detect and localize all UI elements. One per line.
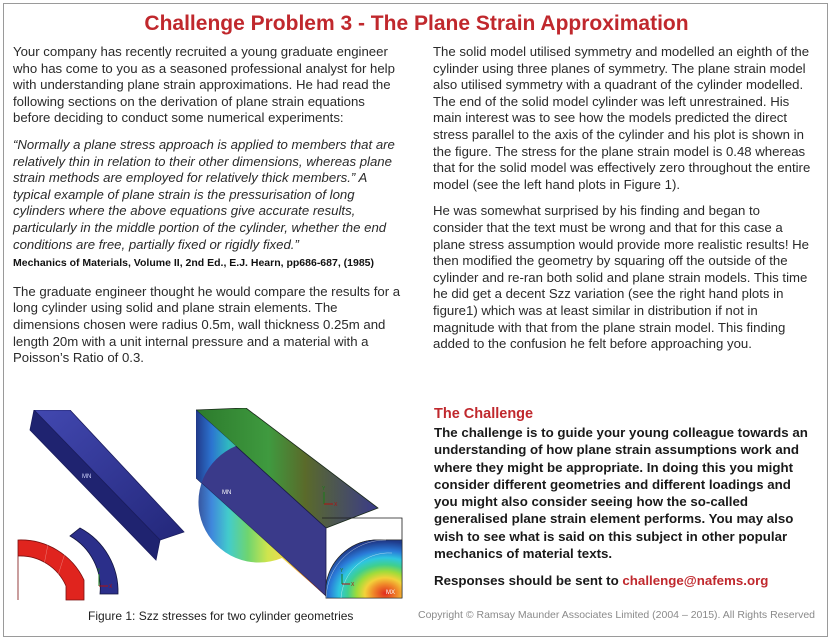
svg-text:X: X bbox=[351, 582, 355, 588]
challenge-heading: The Challenge bbox=[434, 406, 534, 422]
plane-strain-mx-label: MX bbox=[20, 578, 29, 584]
model-description-paragraph: The graduate engineer thought he would compare the results for a long cylinder using solid and plane strain elements. The dimensions chosen were radius 0.5m, wall thickness 0.25m and length 20m with a unit internal pressure and a material with a Poisson’s Ratio of 0.3. bbox=[13, 283, 401, 366]
plane-strain-red bbox=[18, 540, 84, 600]
surprise-paragraph: He was somewhat surprised by his finding and began to consider that the text must be wrong and that for this case a plane stress assumption would provide more realistic results! He then modified the geometry by squaring off the outside of the cylinder and re-ran both solid and plane strain models. This time he did get a decent Szz variation (see the right hand plots in figure1) which was at least similar in distribution if not in magnitude with that from the plane strain model. This finding added to the confusion he felt before approaching you. bbox=[433, 203, 810, 352]
svg-text:Y: Y bbox=[97, 568, 101, 574]
challenge-body: The challenge is to guide your young colleague towards an understanding of how plane strain assumptions work and where they might be appropriate. In doing this you might consider different geometries and different loadings and you might also consider seeing how the so-called generalised plane strain element performs. You may also wish to see what is said on this subject in other popular mechanics of material texts. bbox=[434, 425, 808, 562]
solid-model-slab bbox=[34, 410, 184, 540]
plane-strain-mx-label-right: MX bbox=[386, 590, 395, 596]
svg-text:Y: Y bbox=[340, 568, 344, 574]
solid-mn-label: MN bbox=[82, 474, 92, 480]
hearn-quote: “Normally a plane stress approach is applied to members that are relatively thin in relation to their other dimensions, whereas plane strain methods are employed for relatively thick members.” A typical example of plane strain is the pressurisation of long cylinders where the above equations give accurate results, particularly in the middle portion of the cylinder, whether the end conditions are free, partially fixed or rigidly fixed.” bbox=[13, 136, 395, 252]
left-column bbox=[13, 44, 405, 377]
svg-text:Y: Y bbox=[322, 486, 326, 492]
solid-squared-mn-label: MN bbox=[222, 490, 232, 496]
figure-caption: Figure 1: Szz stresses for two cylinder geometries bbox=[88, 609, 354, 623]
right-column bbox=[433, 44, 813, 363]
copyright-notice: Copyright © Ramsay Maunder Associates Limited (2004 – 2015). All Rights Reserved bbox=[418, 609, 816, 621]
solid-model-paragraph: The solid model utilised symmetry and modelled an eighth of the cylinder using three planes of symmetry. The plane strain model also utilised symmetry with a quadrant of the cylinder modelled. The end of the solid model cylinder was left unrestrained. His main interest was to see how the models predicted the direct stress parallel to the axis of the cylinder and his plot is shown in the figure. The stress for the plane strain model is 0.48 whereas that for the solid model was effectively zero throughout the entire model (see the left hand plots in Figure 1). bbox=[433, 44, 811, 192]
svg-text:X: X bbox=[334, 502, 338, 508]
responses-prefix: Responses should be sent to bbox=[434, 573, 623, 588]
svg-text:X: X bbox=[109, 584, 113, 590]
responses-line bbox=[434, 573, 768, 588]
quote-reference: Mechanics of Materials, Volume II, 2nd Ed., E.J. Hearn, pp686-687, (1985) bbox=[13, 257, 375, 270]
page-title: Challenge Problem 3 - The Plane Strain Approximation bbox=[144, 12, 689, 35]
figure-left-cylinder-plots bbox=[14, 410, 194, 602]
email-link[interactable]: challenge@nafems.org bbox=[622, 573, 769, 588]
intro-paragraph: Your company has recently recruited a young graduate engineer who has come to you as a seasoned professional analyst for help with understanding plane strain approximations. He had read the following sections on the derivation of plane strain equations before deciding to conduct some numerical experiments: bbox=[13, 44, 395, 126]
figure-right-squared-plots bbox=[196, 408, 408, 602]
